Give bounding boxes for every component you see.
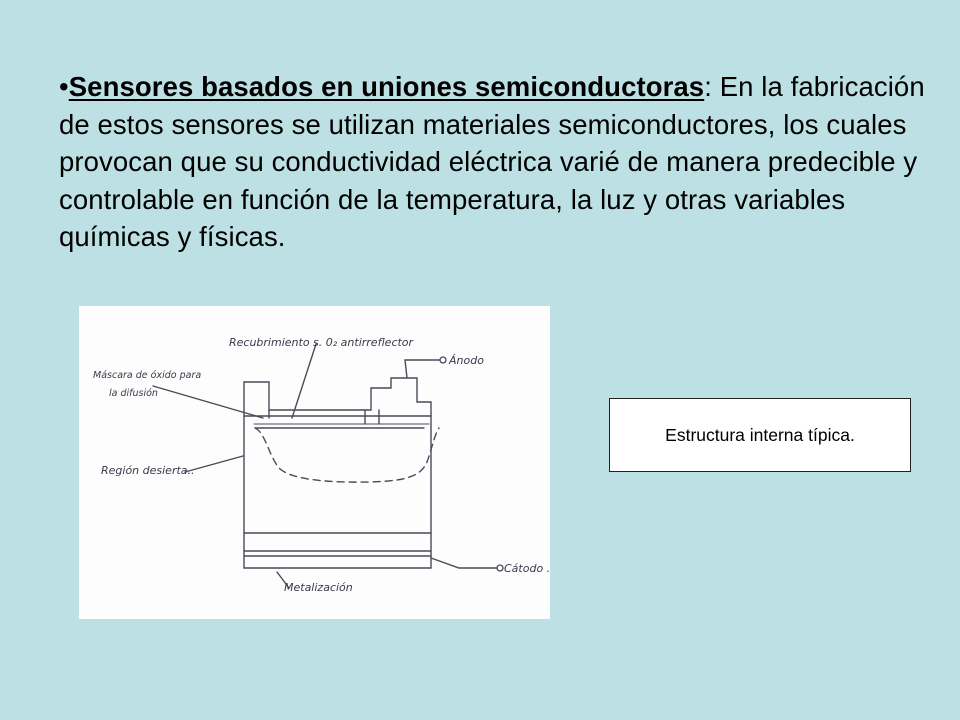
depletion-region-boundary — [255, 428, 439, 482]
caption-text: Estructura interna típica. — [665, 424, 855, 445]
cathode-leader — [431, 558, 497, 568]
paragraph-heading: Sensores basados en uniones semiconductoras — [68, 71, 705, 102]
anode-contact — [365, 410, 379, 424]
mask-label-line1: Máscara de óxido para — [93, 370, 202, 381]
coating-leader — [292, 344, 316, 418]
sensor-structure-figure — [79, 306, 550, 619]
cathode-terminal-icon — [497, 565, 503, 571]
mask-label-line2: la difusión — [109, 388, 158, 399]
caption-box — [609, 398, 911, 472]
anode-terminal-icon — [440, 357, 446, 363]
cathode-label: Cátodo . — [504, 562, 550, 575]
body-paragraph — [59, 68, 939, 256]
metallization-label: Metalización — [284, 581, 353, 594]
anode-leader — [405, 360, 439, 378]
anode-label: Ánodo — [449, 354, 484, 367]
mask-leader — [153, 386, 263, 418]
bullet: • — [59, 71, 69, 102]
coating-label: Recubrimiento s. 0₂ antirreflector — [229, 336, 414, 349]
paragraph-text: : En la fabricación de estos sensores se utilizan materiales semiconductores, los cuales provocan que su conductividad eléctrica varié de manera predecible y controlable en función de la temperatura, la luz y otras variables químicas y físicas. — [59, 71, 925, 252]
depletion-label: Región desierta.. — [101, 464, 195, 477]
device-top-outline — [244, 378, 431, 416]
sensor-diagram — [79, 306, 550, 619]
